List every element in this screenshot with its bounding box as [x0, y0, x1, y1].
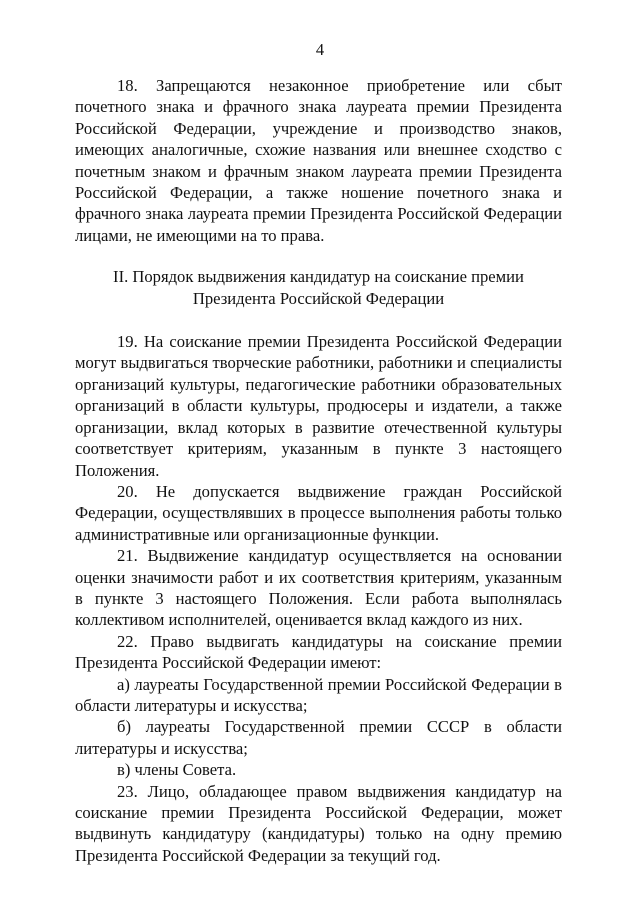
- section-heading-line-1: II. Порядок выдвижения кандидатур на соискание премии: [113, 267, 524, 287]
- paragraph-22-v: в) члены Совета.: [117, 760, 237, 780]
- paragraph-22-b: б) лауреаты Государственной премии СССР в области литературы и искусства;: [75, 717, 562, 758]
- paragraph-23: 23. Лицо, обладающее правом выдвижения кандидатур на соискание премии Президента Российской Федерации, может выдвинуть кандидатуру (кандидатуры) только на одну премию Президента Российской Федерации за текущий год.: [75, 781, 562, 865]
- paragraph-20: 20. Не допускается выдвижение граждан Российской Федерации, осуществлявших в процессе выполнения работы только административные или организационные функции.: [75, 481, 562, 544]
- page-number: 4: [315, 40, 325, 59]
- paragraph-21: 21. Выдвижение кандидатур осуществляется на основании оценки значимости работ и их соответствия критериям, указанным в пункте 3 настоящего Положения. Если работа выполнялась коллективом исполнителей, оценивается вклад каждого из них.: [75, 546, 562, 630]
- section-heading: [75, 266, 562, 309]
- paragraph-22: 22. Право выдвигать кандидатуры на соискание премии Президента Российской Федерации имеют:: [75, 631, 562, 673]
- paragraph-18: 18. Запрещаются незаконное приобретение или сбыт почетного знака и фрачного знака лауреата премии Президента Российской Федерации, учреждение и производство знаков, имеющих аналогичные, схожие названия или внешнее сходство с почетным знаком и фрачным знаком лауреата премии Президента Российской Федерации, а также ношение почетного знака и фрачного знака лауреата премии Президента Российской Федерации лицами, не имеющими на то права.: [75, 76, 562, 245]
- paragraph-22-a: а) лауреаты Государственной премии Российской Федерации в области литературы и искусства;: [75, 674, 562, 715]
- paragraph-19: 19. На соискание премии Президента Российской Федерации могут выдвигаться творческие работники, работники и специалисты организаций культуры, педагогические работники образовательных организаций в области культуры, продюсеры и издатели, а также организации, вклад которых в развитие отечественной культуры соответствует критериям, указанным в пункте 3 настоящего Положения.: [75, 332, 562, 480]
- document-body: [75, 75, 562, 866]
- section-heading-line-2: Президента Российской Федерации: [192, 288, 445, 308]
